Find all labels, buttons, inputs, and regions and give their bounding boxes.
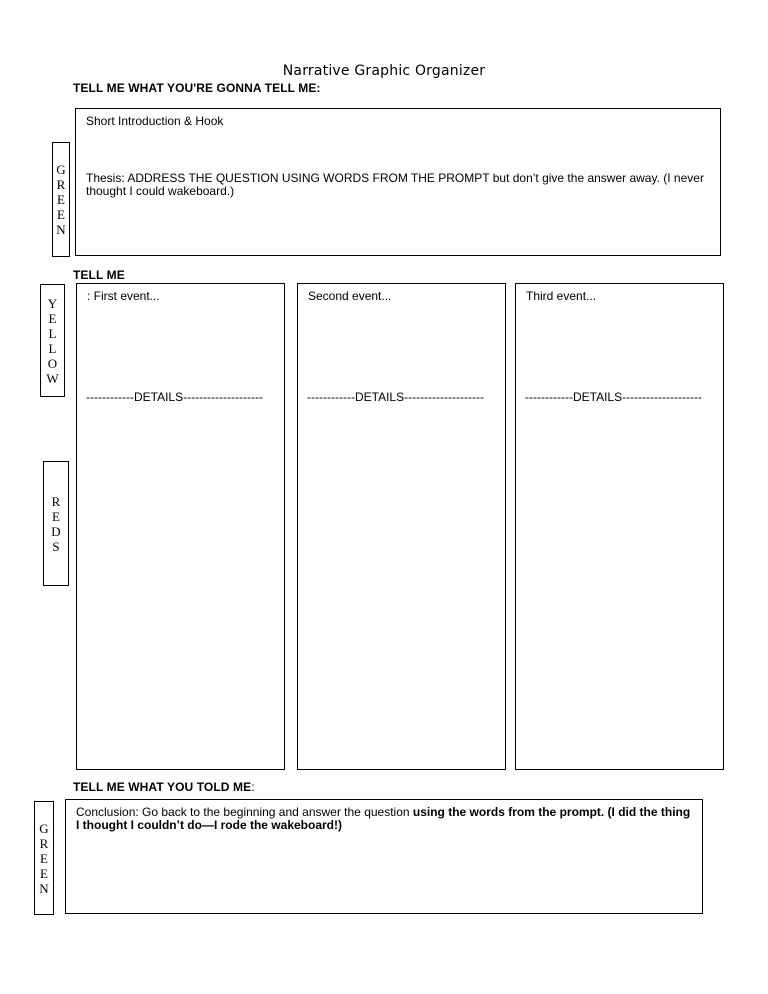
event-box-3 bbox=[515, 283, 724, 770]
event-box-2 bbox=[297, 283, 506, 770]
conclusion-text bbox=[76, 806, 696, 832]
green-letter: E bbox=[57, 207, 65, 222]
details-label: ------------DETAILS-------------------- bbox=[86, 390, 263, 404]
intro-heading: TELL ME WHAT YOU'RE GONNA TELL ME: bbox=[73, 81, 321, 95]
conclusion-text-bold: using the words from the prompt. (I did the thing I thought I couldn’t do—I rode the wakeboard!) bbox=[76, 805, 691, 832]
page-title: Narrative Graphic Organizer bbox=[282, 63, 486, 79]
yellow-letter: W bbox=[46, 370, 59, 386]
yellow-letter: L bbox=[48, 325, 57, 341]
conclusion-heading-text: TELL ME WHAT YOU TOLD ME bbox=[73, 780, 252, 794]
reds-letter: D bbox=[51, 523, 61, 539]
green-letter: G bbox=[39, 820, 49, 836]
conclusion-heading bbox=[73, 780, 255, 794]
green-letter: N bbox=[39, 880, 49, 896]
conclusion-heading-colon: : bbox=[251, 780, 255, 794]
green-letter: E bbox=[57, 192, 65, 207]
yellow-letter: Y bbox=[47, 295, 58, 311]
yellow-letter: E bbox=[48, 310, 57, 326]
details-label: ------------DETAILS-------------------- bbox=[307, 390, 484, 404]
green-letter: N bbox=[56, 222, 66, 237]
green-label-bottom bbox=[34, 801, 54, 915]
hook-label: Short Introduction & Hook bbox=[86, 114, 224, 128]
details-label: ------------DETAILS-------------------- bbox=[525, 390, 702, 404]
green-letter: E bbox=[40, 850, 48, 866]
reds-letter: E bbox=[52, 508, 60, 524]
green-letter: G bbox=[56, 162, 66, 177]
reds-letter: S bbox=[52, 538, 60, 554]
conclusion-text-plain: Conclusion: Go back to the beginning and answer the question bbox=[76, 805, 413, 819]
green-label-top bbox=[52, 142, 70, 257]
body-heading: TELL ME bbox=[73, 268, 125, 282]
event-label: Third event... bbox=[526, 289, 597, 303]
reds-label bbox=[43, 461, 69, 586]
yellow-letter: L bbox=[48, 340, 57, 356]
green-letter: E bbox=[40, 865, 48, 881]
event-box-1 bbox=[76, 283, 285, 770]
intro-box bbox=[75, 108, 721, 256]
yellow-letter: O bbox=[47, 355, 58, 371]
thesis-text: Thesis: ADDRESS THE QUESTION USING WORDS FROM THE PROMPT but don’t give the answer away. (I never thought I could wakeboard.) bbox=[86, 171, 704, 198]
event-label: : First event... bbox=[87, 289, 160, 303]
event-label: Second event... bbox=[308, 289, 392, 303]
green-letter: R bbox=[39, 835, 49, 851]
yellow-label bbox=[40, 284, 65, 397]
reds-letter: R bbox=[51, 493, 61, 509]
conclusion-box bbox=[65, 799, 703, 914]
green-letter: R bbox=[56, 177, 66, 192]
